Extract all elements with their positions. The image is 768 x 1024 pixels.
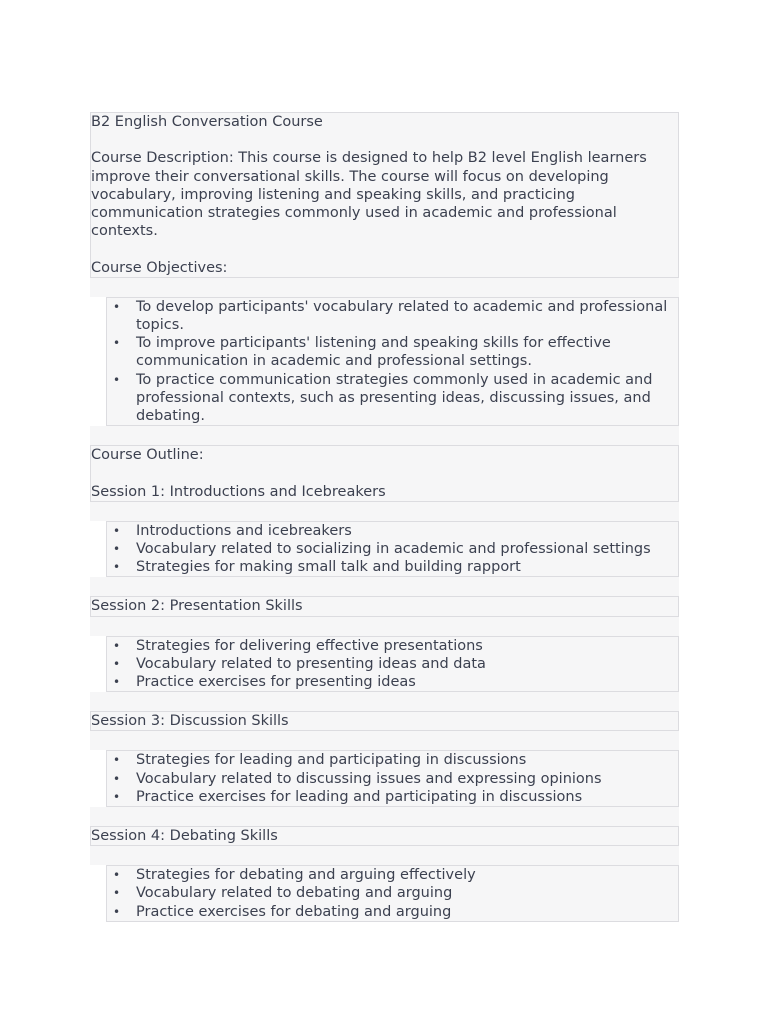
list-item: • Practice exercises for debating and arguing (107, 903, 678, 921)
objectives-list (106, 297, 679, 426)
session-3-title: Session 3: Discussion Skills (91, 713, 289, 730)
spacer (90, 846, 679, 865)
intro-block (90, 112, 679, 278)
session-3-list (106, 750, 679, 807)
session-1-title: Session 1: Introductions and Icebreakers (91, 483, 386, 500)
list-item: • Strategies for delivering effective presentations (107, 637, 678, 655)
objectives-heading: Course Objectives: (91, 259, 228, 276)
session-3-block (90, 711, 679, 731)
spacer (90, 692, 679, 711)
course-document (90, 112, 679, 922)
session-4-block (90, 826, 679, 846)
list-item: • To practice communication strategies commonly used in academic and professional contexts, such as presenting ideas, discussing issues, and debating. (107, 371, 678, 426)
list-item: • To develop participants' vocabulary related to academic and professional topics. (107, 298, 678, 334)
list-item: • To improve participants' listening and speaking skills for effective communication in academic and professional settings. (107, 334, 678, 370)
spacer (90, 426, 679, 445)
course-description: Course Description: This course is designed to help B2 level English learners improve their conversational skills. The course will focus on developing vocabulary, improving listening and speaking skills, and practicing communication strategies commonly used in academic and professional contexts. (91, 150, 647, 240)
outline-block (90, 445, 679, 502)
course-title: B2 English Conversation Course (91, 114, 323, 130)
spacer (90, 278, 679, 297)
list-item: • Strategies for making small talk and building rapport (107, 558, 678, 576)
list-item: • Introductions and icebreakers (107, 522, 678, 540)
list-item: • Strategies for debating and arguing effectively (107, 866, 678, 884)
spacer (90, 577, 679, 596)
spacer (90, 502, 679, 521)
outline-heading: Course Outline: (91, 447, 204, 464)
session-2-block (90, 596, 679, 616)
list-item: • Practice exercises for presenting ideas (107, 673, 678, 691)
spacer (90, 807, 679, 826)
session-4-title: Session 4: Debating Skills (91, 828, 278, 845)
session-2-title: Session 2: Presentation Skills (91, 598, 303, 615)
list-item: • Vocabulary related to presenting ideas and data (107, 655, 678, 673)
session-4-list (106, 865, 679, 922)
spacer (90, 731, 679, 750)
list-item: • Vocabulary related to discussing issues and expressing opinions (107, 770, 678, 788)
session-2-list (106, 636, 679, 693)
list-item: • Practice exercises for leading and participating in discussions (107, 788, 678, 806)
list-item: • Vocabulary related to debating and arguing (107, 884, 678, 902)
list-item: • Strategies for leading and participating in discussions (107, 751, 678, 769)
session-1-list (106, 521, 679, 578)
list-item: • Vocabulary related to socializing in academic and professional settings (107, 540, 678, 558)
spacer (90, 617, 679, 636)
